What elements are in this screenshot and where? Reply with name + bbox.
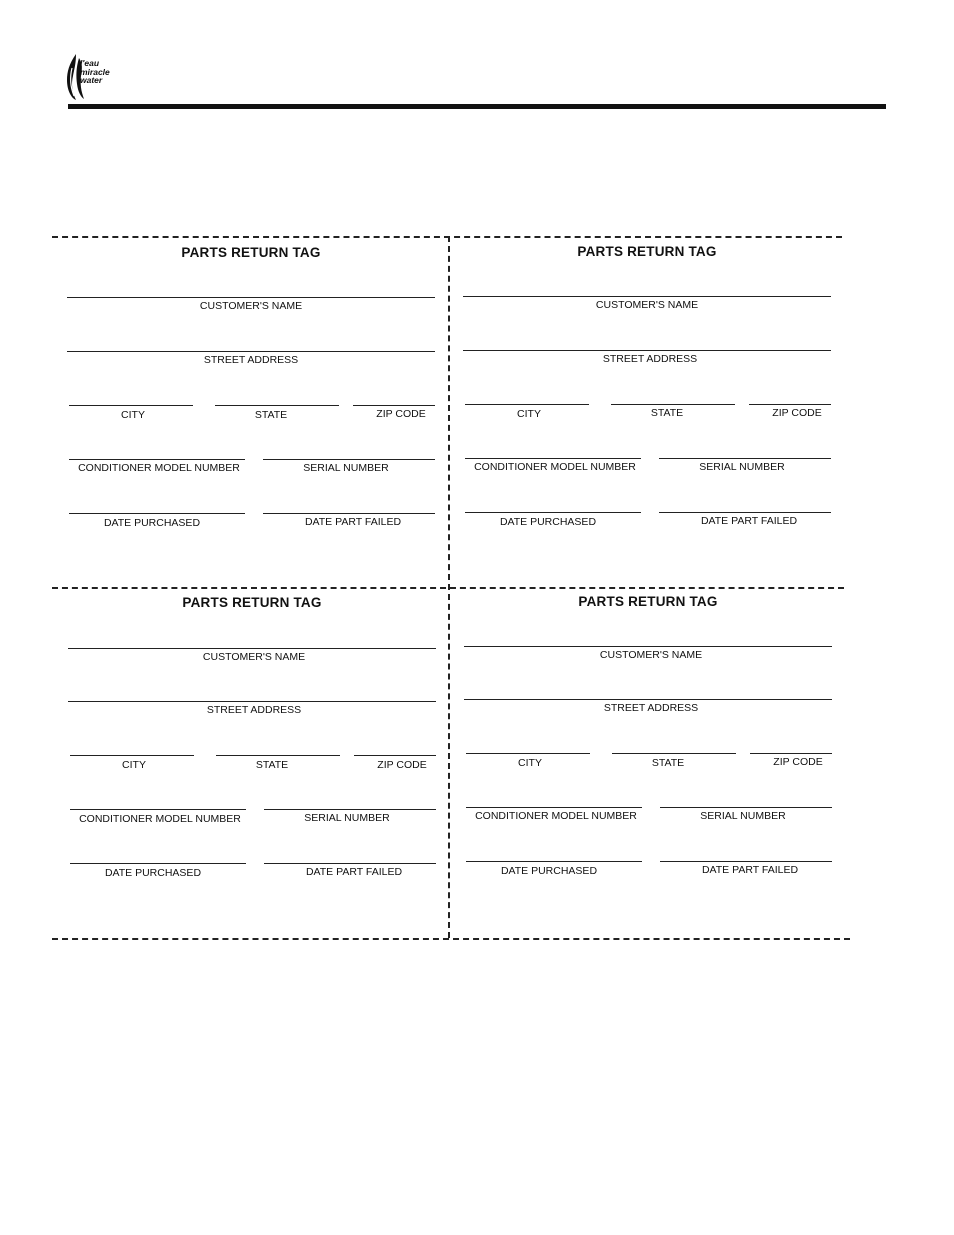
date-part-failed-label: DATE PART FAILED <box>701 864 799 876</box>
date-purchased-field[interactable] <box>465 512 641 513</box>
customer-name-label: CUSTOMER'S NAME <box>202 651 306 663</box>
customer-name-field[interactable] <box>464 646 832 647</box>
model-number-field[interactable] <box>69 459 245 460</box>
logo-line-1: l'eau <box>80 58 100 68</box>
parts-return-tag-bottom-right <box>463 587 833 927</box>
zip-code-label: ZIP CODE <box>376 408 426 420</box>
tag-title: PARTS RETURN TAG <box>578 594 718 609</box>
city-label: CITY <box>518 757 542 769</box>
serial-number-field[interactable] <box>660 807 832 808</box>
state-field[interactable] <box>611 404 735 405</box>
date-part-failed-field[interactable] <box>263 513 435 514</box>
customer-name-label: CUSTOMER'S NAME <box>599 649 703 661</box>
company-logo <box>66 54 136 104</box>
city-label: CITY <box>121 409 145 421</box>
street-address-label: STREET ADDRESS <box>206 704 302 716</box>
date-part-failed-field[interactable] <box>659 512 831 513</box>
state-label: STATE <box>254 409 288 421</box>
street-address-field[interactable] <box>67 351 435 352</box>
zip-code-label: ZIP CODE <box>773 756 823 768</box>
model-number-label: CONDITIONER MODEL NUMBER <box>475 810 637 822</box>
serial-number-label: SERIAL NUMBER <box>700 810 786 822</box>
tag-title: PARTS RETURN TAG <box>181 245 321 260</box>
date-part-failed-label: DATE PART FAILED <box>305 866 403 878</box>
date-purchased-label: DATE PURCHASED <box>104 867 202 879</box>
tag-title: PARTS RETURN TAG <box>577 244 717 259</box>
street-address-label: STREET ADDRESS <box>602 353 698 365</box>
city-label: CITY <box>517 408 541 420</box>
city-field[interactable] <box>69 405 193 406</box>
parts-return-tag-top-left <box>66 238 436 578</box>
customer-name-field[interactable] <box>68 648 436 649</box>
customer-name-field[interactable] <box>67 297 435 298</box>
serial-number-label: SERIAL NUMBER <box>304 812 390 824</box>
date-purchased-field[interactable] <box>70 863 246 864</box>
tag-title: PARTS RETURN TAG <box>182 595 322 610</box>
date-purchased-field[interactable] <box>69 513 245 514</box>
date-purchased-label: DATE PURCHASED <box>499 516 597 528</box>
customer-name-label: CUSTOMER'S NAME <box>595 299 699 311</box>
date-purchased-label: DATE PURCHASED <box>103 517 201 529</box>
logo-line-3: water <box>80 75 103 85</box>
parts-return-tag-bottom-left <box>67 588 437 928</box>
model-number-label: CONDITIONER MODEL NUMBER <box>79 813 241 825</box>
street-address-label: STREET ADDRESS <box>203 354 299 366</box>
serial-number-label: SERIAL NUMBER <box>699 461 785 473</box>
zip-code-label: ZIP CODE <box>377 759 427 771</box>
date-purchased-field[interactable] <box>466 861 642 862</box>
model-number-field[interactable] <box>466 807 642 808</box>
model-number-field[interactable] <box>465 458 641 459</box>
street-address-field[interactable] <box>464 699 832 700</box>
logo-wordmark <box>80 59 110 85</box>
customer-name-label: CUSTOMER'S NAME <box>199 300 303 312</box>
model-number-label: CONDITIONER MODEL NUMBER <box>474 461 636 473</box>
state-field[interactable] <box>215 405 339 406</box>
zip-code-field[interactable] <box>354 755 436 756</box>
model-number-field[interactable] <box>70 809 246 810</box>
zip-code-field[interactable] <box>750 753 832 754</box>
parts-return-tag-top-right <box>462 237 832 577</box>
date-part-failed-field[interactable] <box>660 861 832 862</box>
serial-number-label: SERIAL NUMBER <box>303 462 389 474</box>
header-rule <box>68 104 886 109</box>
street-address-label: STREET ADDRESS <box>603 702 699 714</box>
city-field[interactable] <box>70 755 194 756</box>
date-purchased-label: DATE PURCHASED <box>500 865 598 877</box>
state-label: STATE <box>651 757 685 769</box>
state-label: STATE <box>650 407 684 419</box>
state-field[interactable] <box>612 753 736 754</box>
logo-line-2: miracle <box>80 66 110 77</box>
zip-code-field[interactable] <box>353 405 435 406</box>
serial-number-field[interactable] <box>264 809 436 810</box>
state-field[interactable] <box>216 755 340 756</box>
customer-name-field[interactable] <box>463 296 831 297</box>
city-label: CITY <box>122 759 146 771</box>
zip-code-field[interactable] <box>749 404 831 405</box>
date-part-failed-label: DATE PART FAILED <box>304 516 402 528</box>
serial-number-field[interactable] <box>263 459 435 460</box>
street-address-field[interactable] <box>463 350 831 351</box>
model-number-label: CONDITIONER MODEL NUMBER <box>78 462 240 474</box>
date-part-failed-label: DATE PART FAILED <box>700 515 798 527</box>
zip-code-label: ZIP CODE <box>772 407 822 419</box>
city-field[interactable] <box>466 753 590 754</box>
cut-line-vertical <box>448 236 450 938</box>
cut-line-bottom <box>52 938 850 940</box>
date-part-failed-field[interactable] <box>264 863 436 864</box>
street-address-field[interactable] <box>68 701 436 702</box>
serial-number-field[interactable] <box>659 458 831 459</box>
state-label: STATE <box>255 759 289 771</box>
city-field[interactable] <box>465 404 589 405</box>
